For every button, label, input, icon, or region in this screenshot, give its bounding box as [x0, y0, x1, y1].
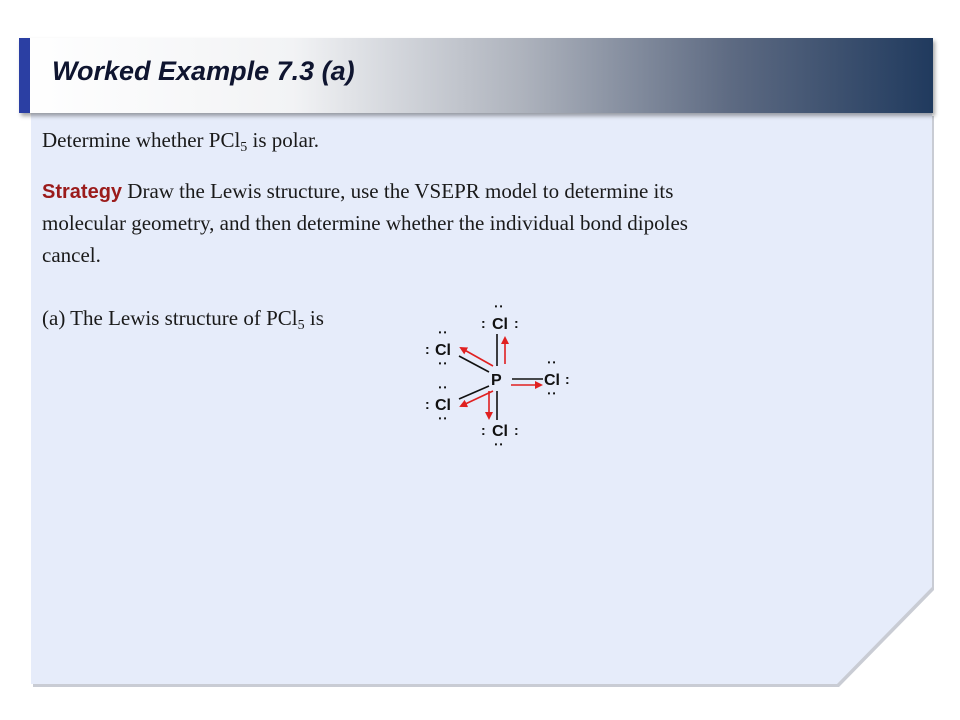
lone-pair-bottom-left: :	[481, 422, 486, 438]
strategy-line-2: molecular geometry, and then determine whether the individual bond dipoles	[42, 211, 688, 235]
strategy-line-1	[42, 175, 673, 208]
lone-pair-upper-left-above: :	[436, 330, 452, 335]
bond-upper-left	[459, 356, 489, 372]
lewis-structure-diagram	[415, 296, 595, 456]
lone-pair-upper-left-below: :	[436, 361, 452, 366]
chlorine-atom-upper-left: Cl	[435, 342, 451, 359]
chlorine-atom-top: Cl	[492, 316, 508, 333]
lone-pair-top-left: :	[481, 315, 486, 331]
question-text	[42, 124, 319, 156]
lone-pair-top-above: :	[492, 304, 508, 309]
part-a-subscript: 5	[297, 318, 305, 333]
strategy-text-1: Draw the Lewis structure, use the VSEPR model to determine its	[122, 179, 674, 203]
lone-pair-bottom-below: :	[492, 442, 508, 447]
lone-pair-lower-left-below: :	[436, 416, 452, 421]
central-atom-p: P	[491, 372, 502, 389]
strategy-label: Strategy	[42, 181, 123, 203]
question-subscript: 5	[240, 140, 248, 155]
question-prefix: Determine whether PCl	[42, 128, 241, 152]
dipole-arrow-upper-left	[461, 348, 493, 366]
lone-pair-lower-left-above: :	[436, 385, 452, 390]
chlorine-atom-lower-left: Cl	[435, 397, 451, 414]
lone-pair-right-right: :	[565, 371, 570, 387]
chlorine-atom-bottom: Cl	[492, 423, 508, 440]
part-a-text	[42, 302, 324, 334]
lone-pair-top-right: :	[514, 315, 519, 331]
lone-pair-right-above: :	[545, 360, 561, 365]
lone-pair-bottom-right: :	[514, 422, 519, 438]
lone-pair-right-below: :	[545, 391, 561, 396]
part-a-suffix: is	[304, 306, 324, 330]
slide-title: Worked Example 7.3 (a)	[52, 56, 355, 86]
lone-pair-upper-left-left: :	[425, 341, 430, 357]
chlorine-atom-right: Cl	[544, 372, 560, 389]
part-a-prefix: (a) The Lewis structure of PCl	[42, 306, 298, 330]
lone-pair-lower-left-left: :	[425, 396, 430, 412]
title-accent-bar	[19, 38, 30, 113]
question-suffix: is polar.	[247, 128, 320, 152]
bond-lower-left	[459, 386, 489, 399]
strategy-line-3: cancel.	[42, 243, 101, 267]
